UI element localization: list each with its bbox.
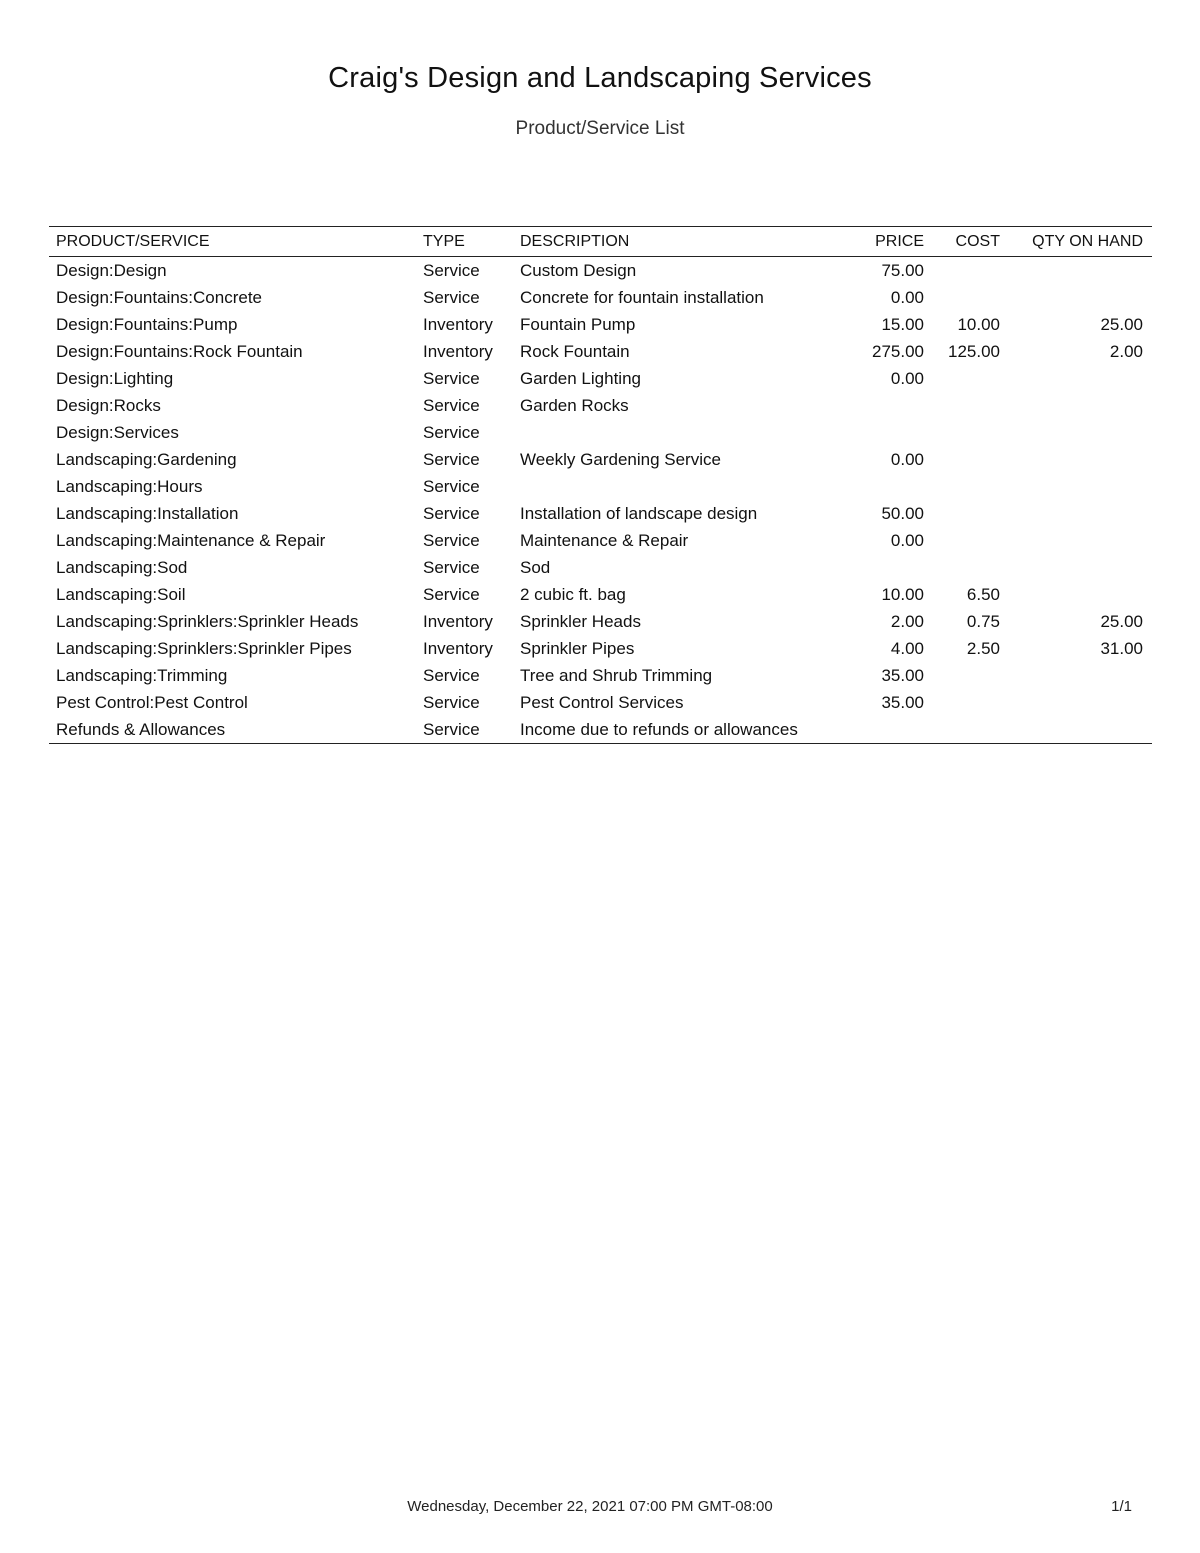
- cell-product-service: Design:Fountains:Rock Fountain: [56, 341, 303, 361]
- product-service-table: [49, 226, 1152, 744]
- cell-price: 0.00: [890, 530, 924, 550]
- table-row: [49, 365, 1152, 392]
- cell-qty-on-hand: [1000, 500, 1152, 527]
- cell-type: Service: [423, 530, 480, 550]
- cell-description: Sprinkler Heads: [520, 611, 641, 631]
- table-row: [49, 419, 1152, 446]
- cell-description: Maintenance & Repair: [520, 530, 689, 550]
- cell-description: Tree and Shrub Trimming: [520, 665, 713, 685]
- table-row: [49, 635, 1152, 662]
- cell-cost: 2.50: [966, 638, 1000, 658]
- cell-type: Service: [423, 395, 480, 415]
- table-row: [49, 392, 1152, 419]
- cell-price: [820, 473, 924, 500]
- cell-description: Income due to refunds or allowances: [520, 719, 798, 739]
- cell-cost: 125.00: [948, 341, 1000, 361]
- cell-description: Pest Control Services: [520, 692, 684, 712]
- cell-description: Installation of landscape design: [520, 503, 758, 523]
- cell-qty-on-hand: [1000, 662, 1152, 689]
- cell-description: 2 cubic ft. bag: [520, 584, 626, 604]
- cell-product-service: Landscaping:Installation: [56, 503, 239, 523]
- table-row: [49, 608, 1152, 635]
- cell-description: Sod: [520, 557, 551, 577]
- cell-description: [520, 419, 820, 446]
- cell-qty-on-hand: 31.00: [1100, 638, 1143, 658]
- cell-qty-on-hand: [1000, 419, 1152, 446]
- cell-price: 75.00: [881, 260, 924, 280]
- cell-qty-on-hand: [1000, 365, 1152, 392]
- column-header-cost: COST: [955, 232, 1000, 250]
- cell-product-service: Landscaping:Gardening: [56, 449, 237, 469]
- cell-price: [820, 419, 924, 446]
- cell-product-service: Landscaping:Soil: [56, 584, 186, 604]
- cell-type: Inventory: [423, 611, 493, 631]
- table-row: [49, 500, 1152, 527]
- cell-qty-on-hand: [1000, 473, 1152, 500]
- column-header-product-service: PRODUCT/SERVICE: [56, 232, 210, 250]
- cell-type: Service: [423, 692, 480, 712]
- cell-cost: [924, 392, 1000, 419]
- cell-type: Inventory: [423, 341, 493, 361]
- cell-cost: [924, 527, 1000, 554]
- cell-product-service: Landscaping:Hours: [56, 476, 203, 496]
- cell-product-service: Landscaping:Sprinklers:Sprinkler Heads: [56, 611, 359, 631]
- cell-product-service: Pest Control:Pest Control: [56, 692, 248, 712]
- cell-cost: [924, 284, 1000, 311]
- cell-qty-on-hand: [1000, 554, 1152, 581]
- cell-qty-on-hand: [1000, 581, 1152, 608]
- cell-price: [820, 716, 924, 744]
- cell-qty-on-hand: [1000, 392, 1152, 419]
- cell-qty-on-hand: [1000, 527, 1152, 554]
- column-header-description: DESCRIPTION: [520, 232, 630, 250]
- cell-qty-on-hand: [1000, 257, 1152, 285]
- cell-description: Garden Lighting: [520, 368, 641, 388]
- column-header-type: TYPE: [423, 232, 465, 250]
- cell-product-service: Landscaping:Trimming: [56, 665, 228, 685]
- cell-product-service: Design:Services: [56, 422, 179, 442]
- table-row: [49, 338, 1152, 365]
- cell-price: [820, 554, 924, 581]
- cell-cost: 6.50: [966, 584, 1000, 604]
- cell-qty-on-hand: 25.00: [1100, 314, 1143, 334]
- cell-price: 35.00: [881, 665, 924, 685]
- cell-description: Fountain Pump: [520, 314, 636, 334]
- cell-cost: [924, 446, 1000, 473]
- cell-cost: [924, 689, 1000, 716]
- cell-type: Service: [423, 260, 480, 280]
- cell-product-service: Landscaping:Sprinklers:Sprinkler Pipes: [56, 638, 352, 658]
- cell-cost: [924, 365, 1000, 392]
- table-row: [49, 284, 1152, 311]
- table-row: [49, 257, 1152, 285]
- page-number: 1/1: [1111, 1498, 1132, 1515]
- table-body: [49, 257, 1152, 744]
- cell-product-service: Landscaping:Sod: [56, 557, 188, 577]
- cell-product-service: Landscaping:Maintenance & Repair: [56, 530, 326, 550]
- cell-description: Weekly Gardening Service: [520, 449, 721, 469]
- cell-qty-on-hand: [1000, 716, 1152, 744]
- table-row: [49, 716, 1152, 744]
- cell-qty-on-hand: 2.00: [1109, 341, 1143, 361]
- cell-type: Service: [423, 665, 480, 685]
- table-row: [49, 473, 1152, 500]
- cell-type: Service: [423, 422, 480, 442]
- cell-price: 0.00: [890, 287, 924, 307]
- cell-cost: [924, 662, 1000, 689]
- cell-price: 50.00: [881, 503, 924, 523]
- cell-cost: [924, 419, 1000, 446]
- table-row: [49, 689, 1152, 716]
- cell-price: 0.00: [890, 449, 924, 469]
- cell-cost: [924, 500, 1000, 527]
- cell-description: Concrete for fountain installation: [520, 287, 764, 307]
- cell-price: 4.00: [890, 638, 924, 658]
- cell-cost: [924, 716, 1000, 744]
- cell-type: Service: [423, 557, 480, 577]
- cell-product-service: Design:Lighting: [56, 368, 174, 388]
- table-row: [49, 311, 1152, 338]
- table-row: [49, 662, 1152, 689]
- cell-type: Service: [423, 476, 480, 496]
- cell-product-service: Refunds & Allowances: [56, 719, 226, 739]
- table-row: [49, 446, 1152, 473]
- cell-cost: [924, 257, 1000, 285]
- cell-type: Service: [423, 287, 480, 307]
- cell-cost: 0.75: [966, 611, 1000, 631]
- cell-qty-on-hand: [1000, 284, 1152, 311]
- table-row: [49, 581, 1152, 608]
- report-subtitle: Product/Service List: [515, 118, 685, 139]
- cell-type: Service: [423, 584, 480, 604]
- cell-cost: [924, 554, 1000, 581]
- cell-price: 10.00: [881, 584, 924, 604]
- cell-product-service: Design:Fountains:Pump: [56, 314, 238, 334]
- cell-description: Sprinkler Pipes: [520, 638, 635, 658]
- cell-type: Service: [423, 449, 480, 469]
- cell-type: Service: [423, 503, 480, 523]
- cell-qty-on-hand: 25.00: [1100, 611, 1143, 631]
- column-header-qty-on-hand: QTY ON HAND: [1032, 232, 1143, 250]
- cell-price: 35.00: [881, 692, 924, 712]
- cell-description: Rock Fountain: [520, 341, 630, 361]
- cell-type: Service: [423, 719, 480, 739]
- cell-cost: 10.00: [957, 314, 1000, 334]
- table-row: [49, 527, 1152, 554]
- cell-cost: [924, 473, 1000, 500]
- cell-type: Inventory: [423, 638, 493, 658]
- cell-product-service: Design:Fountains:Concrete: [56, 287, 263, 307]
- cell-description: Custom Design: [520, 260, 637, 280]
- cell-price: 15.00: [881, 314, 924, 334]
- cell-qty-on-hand: [1000, 689, 1152, 716]
- cell-description: Garden Rocks: [520, 395, 629, 415]
- cell-price: 275.00: [872, 341, 924, 361]
- company-title: Craig's Design and Landscaping Services: [328, 62, 872, 94]
- cell-price: 2.00: [890, 611, 924, 631]
- table-header: [49, 227, 1152, 257]
- column-header-price: PRICE: [875, 232, 924, 250]
- cell-product-service: Design:Rocks: [56, 395, 161, 415]
- cell-product-service: Design:Design: [56, 260, 167, 280]
- table-row: [49, 554, 1152, 581]
- cell-price: 0.00: [890, 368, 924, 388]
- cell-type: Service: [423, 368, 480, 388]
- cell-description: [520, 473, 820, 500]
- cell-qty-on-hand: [1000, 446, 1152, 473]
- table-header-row: [49, 227, 1152, 257]
- cell-price: [820, 392, 924, 419]
- cell-type: Inventory: [423, 314, 493, 334]
- report-timestamp: Wednesday, December 22, 2021 07:00 PM GMT-08:00: [407, 1498, 773, 1515]
